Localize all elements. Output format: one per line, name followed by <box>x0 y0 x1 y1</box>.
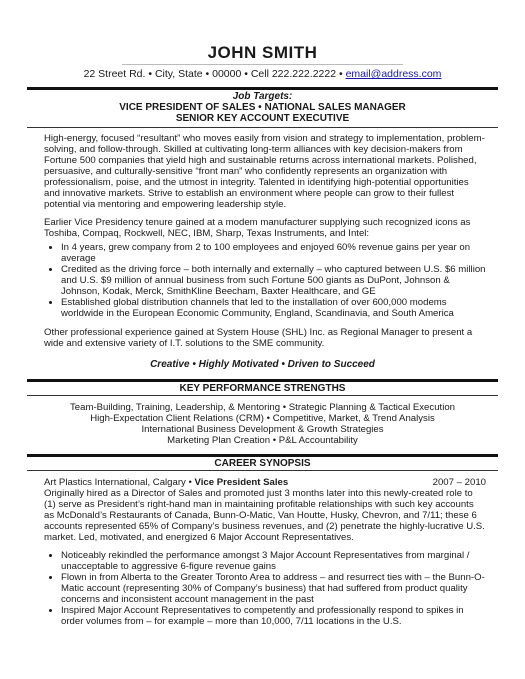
list-item: • Credited as the driving force – both internally and externally – who captured between U.S. $6 million and U.S. $9 million of annual business from such Fortune 500 giants as DuPont, Johnson & Johnson, Kodak, Merck, SmithKline Beecham, Baxter Healthcare, and GE <box>61 264 488 297</box>
vp-achievements-list <box>27 242 498 319</box>
tagline: Creative • Highly Motivated • Driven to Succeed <box>150 359 375 370</box>
name-divider <box>122 64 403 65</box>
contact-line <box>27 67 498 81</box>
job-achievements-list <box>27 550 498 627</box>
strengths-line: Marketing Plan Creation • P&L Accountability <box>167 435 358 446</box>
job-description: Originally hired as a Director of Sales and promoted just 3 months later into this newly-created role to (1) serve as President’s right-hand man in maintaining profitable relationships with such key accounts as McDonald’s Restaurants of Canada, Bunn-O-Matic, Van Houtte, Husky, Chevron, and 7/11; these 6 accounts represented 65% of Company’s business revenues, and (2) penetrate the highly-lucrative U.S. market. Led, motivated, and energized 6 Major Account Representatives. <box>44 488 485 543</box>
job-title-line <box>44 477 288 488</box>
strengths-line: International Business Development & Growth Strategies <box>141 424 384 435</box>
job-targets-line-1: VICE PRESIDENT OF SALES • NATIONAL SALES MANAGER <box>119 102 406 113</box>
career-heading: CAREER SYNOPSIS <box>27 454 498 471</box>
list-item: • Established global distribution channels that led to the installation of over 600,000 modems worldwide in the European Economic Community, England, Scandinavia, and South America <box>61 297 488 319</box>
strengths-block <box>27 402 498 446</box>
other-experience-paragraph: Other professional experience gained at System House (SHL) Inc. as Regional Manager to present a wide and extensive variety of I.T. solutions to the SME community. <box>44 327 473 349</box>
targets-bottom-rule <box>27 127 498 128</box>
job-header <box>27 477 498 488</box>
targets-top-rule <box>27 87 498 90</box>
email-link[interactable]: email@address.com <box>345 68 442 80</box>
candidate-name: JOHN SMITH <box>207 43 318 62</box>
list-item: • Inspired Major Account Representatives to competently and professionally respond to spikes in order volumes from – for example – more than 10,000, 7/11 locations in the U.S. <box>61 605 488 627</box>
list-item: • In 4 years, grew company from 2 to 100 employees and enjoyed 60% revenue gains per year on average <box>61 242 488 264</box>
strengths-line: Team-Building, Training, Leadership, & Mentoring • Strategic Planning & Tactical Execution <box>69 402 455 413</box>
job-company: Art Plastics International, Calgary • <box>44 477 195 488</box>
list-item: • Noticeably rekindled the performance amongst 3 Major Account Representatives from marginal / unacceptable to aggressive 6-figure revenue gains <box>61 550 488 572</box>
job-targets-label: Job Targets: <box>232 91 293 102</box>
job-dates: 2007 – 2010 <box>432 477 486 488</box>
job-targets-line-2: SENIOR KEY ACCOUNT EXECUTIVE <box>175 113 350 124</box>
list-item: • Flown in from Alberta to the Greater Toronto Area to address – and resurrect ties with – the Bunn-O-Matic account (representing 30% of Company’s business) that had suffered from product quality concerns and inconsistent account management in the past <box>61 572 488 605</box>
summary-paragraph: High-energy, focused “resultant” who moves easily from vision and strategy to implementation, problem-solving, and follow-through. Skilled at cultivating long-term alliances with key decision-makers from Fortune 500 companies that yield high and sustainable returns across international markets. Polished, persuasive, and culturally-sensitive “front man” who confidently represents an organization with professionalism, poise, and the utmost in integrity. Talented in identifying high-potential opportunities and innovative markets. Strive to establish an environment where people can grow to their fullest potential via mentoring and empowering leadership style. <box>44 133 485 210</box>
vp-tenure-paragraph: Earlier Vice Presidency tenure gained at a modem manufacturer supplying such recognized icons as Toshiba, Compaq, Rockwell, NEC, IBM, Sharp, Texas Instruments, and Intel: <box>44 217 471 239</box>
strengths-line: High-Expectation Client Relations (CRM) • Competitive, Market, & Trend Analysis <box>90 413 435 424</box>
strengths-heading: KEY PERFORMANCE STRENGTHS <box>27 379 498 396</box>
job-title: Vice President Sales <box>194 477 289 488</box>
job-targets <box>27 91 498 124</box>
contact-details: 22 Street Rd. • City, State • 00000 • Cell 222.222.2222 • <box>83 68 346 80</box>
